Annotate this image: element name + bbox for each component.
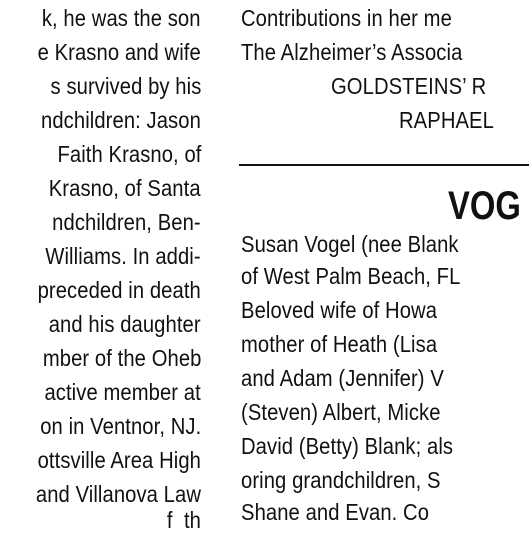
obituary-line: and Adam (Jennifer) V <box>241 365 444 391</box>
obituary-line: e Krasno and wife <box>37 39 201 65</box>
obituary-line: The Alzheimer’s Associa <box>241 39 463 65</box>
obituary-line: Krasno, of Santa <box>49 175 201 201</box>
obituary-line: Williams. In addi- <box>45 243 201 269</box>
obituary-line: Shane and Evan. Co <box>241 499 430 525</box>
obituary-line: Susan Vogel (nee Blank <box>241 231 459 257</box>
obituary-line: Beloved wife of Howa <box>241 297 438 323</box>
signature-line: RAPHAEL <box>399 107 494 133</box>
obituary-line: Contributions in her me <box>241 5 452 31</box>
obituary-line: of West Palm Beach, FL <box>241 263 461 289</box>
obituary-line: s survived by his <box>50 73 201 99</box>
obituary-heading: VOG <box>448 184 521 228</box>
obituary-line: f th <box>109 507 201 533</box>
obituary-line: David (Betty) Blank; als <box>241 433 454 459</box>
obituary-line: (Steven) Albert, Micke <box>241 399 441 425</box>
column-divider-rule <box>239 164 529 166</box>
obituary-line: on in Ventnor, NJ. <box>39 413 201 439</box>
obituary-line: Faith Krasno, of <box>56 141 201 167</box>
obituary-line: mber of the Oheb <box>42 345 201 371</box>
obituary-line: k, he was the son <box>42 5 201 31</box>
signature-line: GOLDSTEINS’ R <box>331 73 487 99</box>
obituary-line: and Villanova Law <box>35 481 201 507</box>
obituary-line: active member at <box>44 379 201 405</box>
obituary-line: and his daughter <box>49 311 201 337</box>
obituary-line: ndchildren, Ben- <box>52 209 201 235</box>
obituary-line: oring grandchildren, S <box>241 467 441 493</box>
obituary-line: ndchildren: Jason <box>41 107 201 133</box>
obituary-line: mother of Heath (Lisa <box>241 331 438 357</box>
obituary-line: preceded in death <box>37 277 201 303</box>
obituary-line: ottsville Area High <box>37 447 201 473</box>
